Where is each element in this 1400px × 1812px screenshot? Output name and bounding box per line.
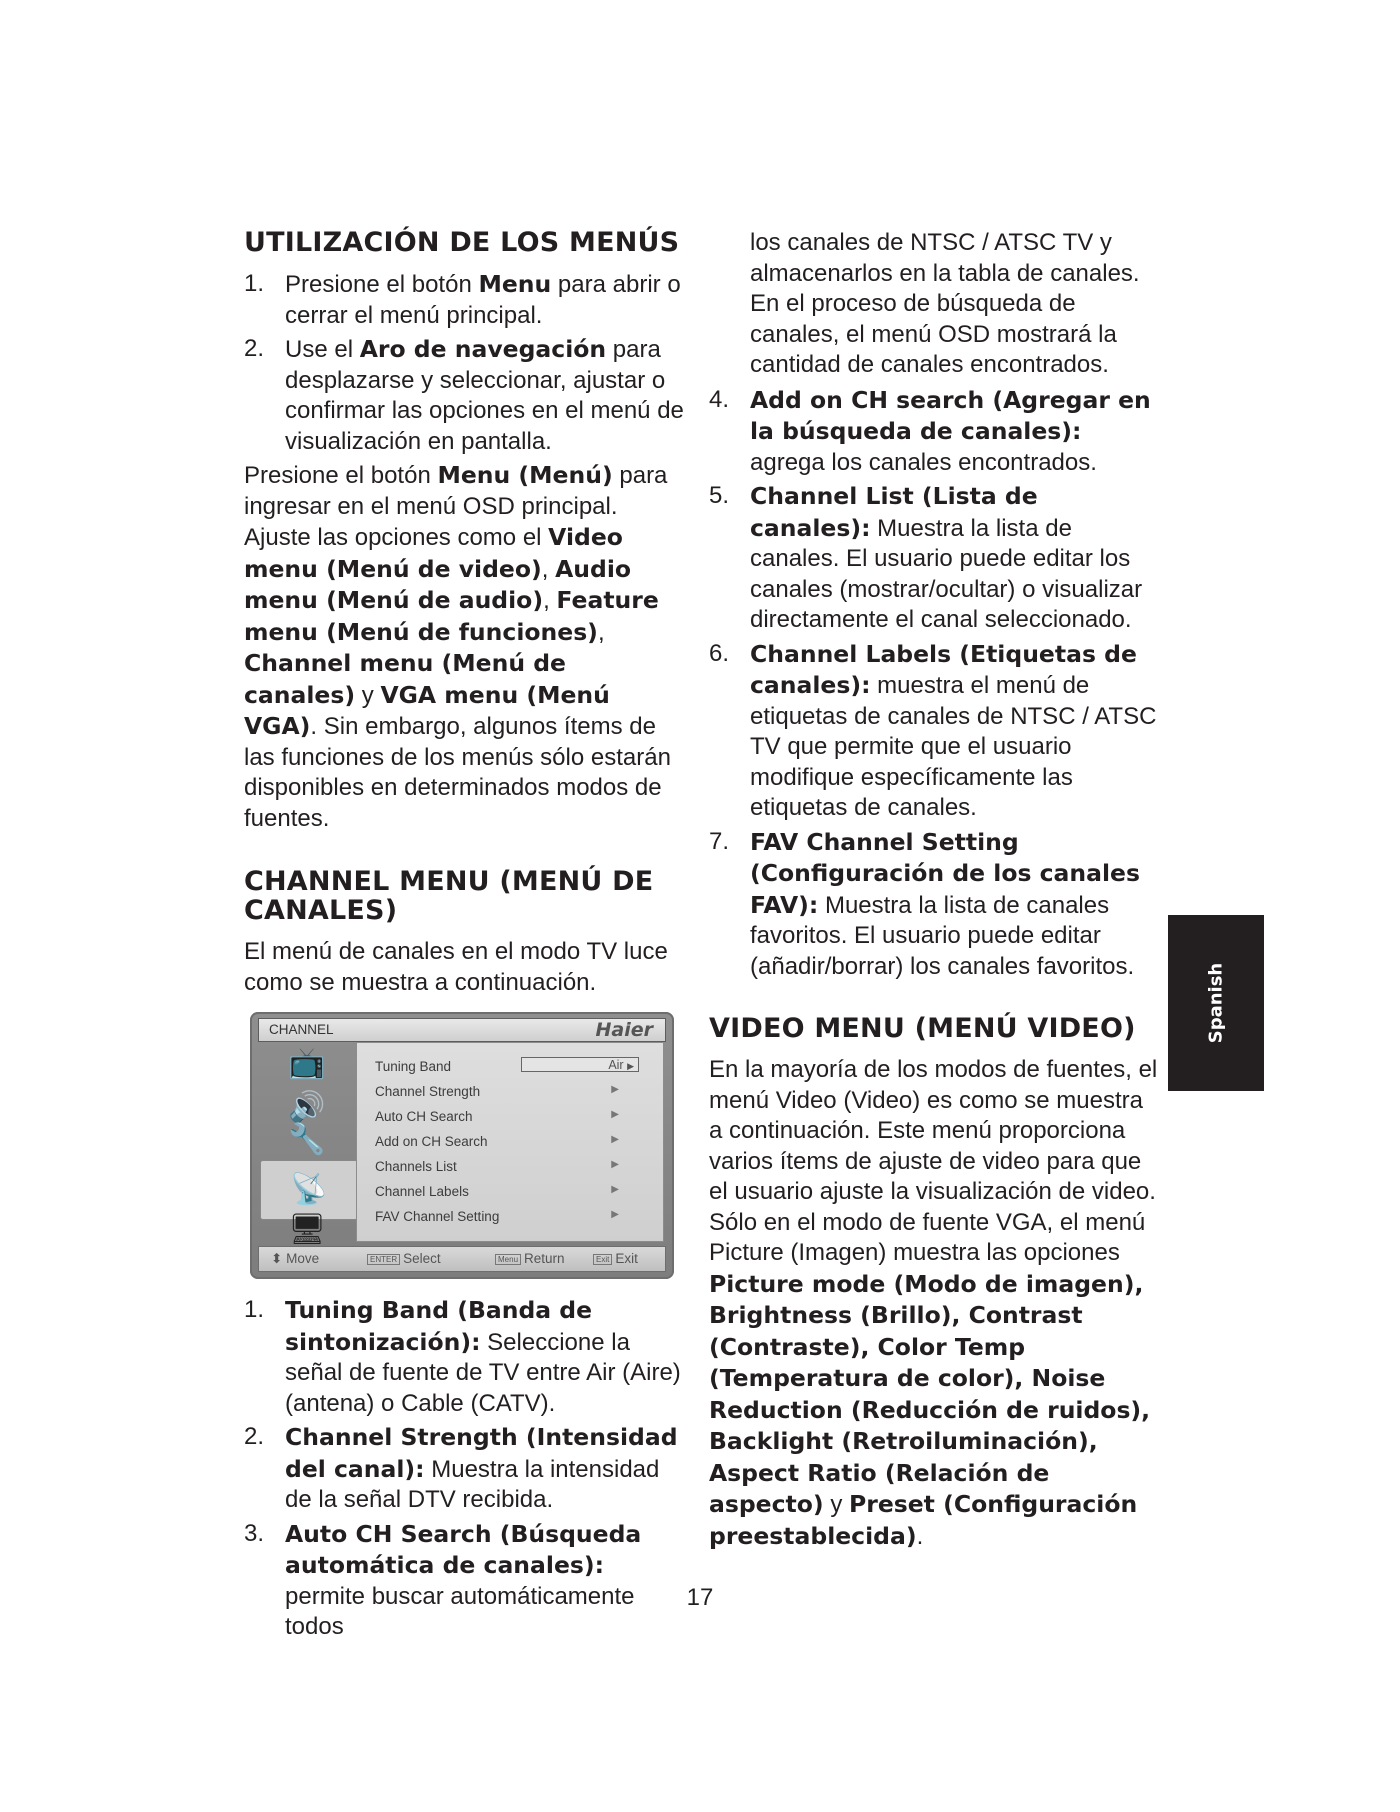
list-item: 7. FAV Channel Setting (Configuración de los canales FAV): Muestra la lista de canales favoritos. El usuario puede editar (añadir/borrar) los canales favoritos. bbox=[709, 827, 1140, 980]
osd-row-tuning-band: Tuning Band Air ▶ bbox=[375, 1059, 655, 1074]
channel-menu-intro: El menú de canales en el modo TV luce como se muestra a continuación. bbox=[244, 938, 668, 996]
osd-row-channel-labels: Channel Labels ▶ bbox=[375, 1184, 619, 1199]
osd-footer bbox=[258, 1246, 666, 1272]
menu-steps-list bbox=[244, 269, 684, 457]
left-column bbox=[244, 228, 684, 1646]
language-side-tab: Spanish bbox=[1168, 915, 1264, 1091]
list-item: 5. Channel List (Lista de canales): Muestra la lista de canales. El usuario puede editar los canales (mostrar/ocultar) o visualizar directamente el canal seleccionado. bbox=[709, 482, 1143, 633]
osd-header bbox=[258, 1018, 666, 1042]
video-menu-paragraph: En la mayoría de los modos de fuentes, el menú Video (Video) es como se muestra a continuación. Este menú proporciona varios ítems de ajuste de video para que el usuario ajuste la visualización de video. bbox=[709, 1056, 1158, 1205]
feature-tools-icon: 🔧 bbox=[288, 1123, 326, 1156]
right-column bbox=[709, 228, 1159, 1552]
tv-picture-icon: 📺 bbox=[288, 1047, 326, 1080]
speaker-icon: 🔊 bbox=[288, 1091, 326, 1124]
osd-row-auto-ch-search: Auto CH Search ▶ bbox=[375, 1109, 619, 1124]
osd-row-channels-list: Channels List ▶ bbox=[375, 1159, 619, 1174]
section-heading-menus: UTILIZACIÓN DE LOS MENÚS bbox=[244, 227, 680, 258]
osd-key-return: Menu Return bbox=[495, 1251, 565, 1266]
list-item: 3. Auto CH Search (Búsqueda automática de canales): permite buscar automáticamente todos bbox=[244, 1519, 642, 1640]
brand-logo: Haier bbox=[595, 1019, 653, 1041]
osd-title: CHANNEL bbox=[269, 1022, 334, 1037]
list-item: 4. Add on CH search (Agregar en la búsqueda de canales): agrega los canales encontrados. bbox=[709, 385, 1151, 476]
osd-key-exit: Exit Exit bbox=[593, 1251, 638, 1266]
list-item-continuation: los canales de NTSC / ATSC TV y almacenarlos en la tabla de canales. En el proceso de búsqueda de canales, el menú OSD mostrará la cantidad de canales encontrados. bbox=[750, 229, 1140, 378]
list-item: 1. Tuning Band (Banda de sintonización): Seleccione la señal de fuente de TV entre Air (Aire) (antena) o Cable (CATV). bbox=[244, 1296, 681, 1417]
list-item: 2. Channel Strength (Intensidad del canal): Muestra la intensidad de la señal DTV recibida. bbox=[244, 1423, 678, 1513]
osd-key-select: ENTER Select bbox=[367, 1251, 441, 1266]
monitor-vga-icon: 🖥 bbox=[287, 1213, 327, 1246]
page-number: 17 bbox=[686, 1584, 714, 1611]
osd-row-fav-channel-setting: FAV Channel Setting ▶ bbox=[375, 1209, 619, 1224]
satellite-dish-icon: 📡 bbox=[260, 1160, 358, 1220]
chevron-right-icon: ▶ bbox=[611, 1109, 619, 1120]
channel-items-list-continued bbox=[709, 385, 1159, 983]
chevron-right-icon: ▶ bbox=[611, 1184, 619, 1195]
channel-menu-osd-screenshot bbox=[250, 1012, 674, 1279]
vga-picture-paragraph: Sólo en el modo de fuente VGA, el menú Picture (Imagen) muestra las opciones Picture mode (Modo de imagen), Brightness (Brillo), Contrast (Contraste), Color Temp (Temperatura de color), Noise Reduction (Reducción de ruidos), Backlight (Retroiluminación), Aspect Ratio (Relación de aspecto) y Preset (Configuración preestablecida). bbox=[709, 1208, 1151, 1550]
chevron-right-icon: ▶ bbox=[611, 1159, 619, 1170]
list-item: 2. Use el Aro de navegación para desplazarse y seleccionar, ajustar o confirmar las opciones en el menú de visualización en pantalla. bbox=[244, 335, 684, 455]
section-heading-video-menu: VIDEO MENU (MENÚ VIDEO) bbox=[709, 1013, 1136, 1044]
osd-key-move: ⬍ Move bbox=[271, 1251, 320, 1266]
list-item: 1. Presione el botón Menu para abrir o cerrar el menú principal. bbox=[244, 270, 681, 329]
osd-row-add-on-ch-search: Add on CH Search ▶ bbox=[375, 1134, 619, 1149]
menu-intro-paragraph: Presione el botón Menu (Menú) para ingresar en el menú OSD principal. Ajuste las opciones como el Video menu (Menú de video), Audio menu (Menú de audio), Feature menu (Menú de funciones), Channel menu (Menú de canales) y VGA menu (Menú VGA). Sin embargo, algunos ítems de las funciones de los menús sólo estarán disponibles en determinados modos de fuentes. bbox=[244, 461, 671, 832]
chevron-right-icon: ▶ bbox=[611, 1084, 619, 1095]
osd-row-channel-strength: Channel Strength ▶ bbox=[375, 1084, 619, 1099]
move-arrows-icon: ⬍ bbox=[271, 1251, 283, 1266]
tuning-band-value: Air ▶ bbox=[521, 1057, 639, 1072]
list-item: 6. Channel Labels (Etiquetas de canales): muestra el menú de etiquetas de canales de NTSC / ATSC TV que permite que el usuario modifique específicamente las etiquetas de canales. bbox=[709, 639, 1157, 821]
osd-menu-icons bbox=[258, 1042, 356, 1246]
section-heading-channel-menu: CHANNEL MENU (MENÚ DE CANALES) bbox=[244, 866, 654, 926]
chevron-right-icon: ▶ bbox=[611, 1209, 619, 1220]
chevron-right-icon: ▶ bbox=[611, 1134, 619, 1145]
osd-channel-panel bbox=[356, 1042, 664, 1242]
